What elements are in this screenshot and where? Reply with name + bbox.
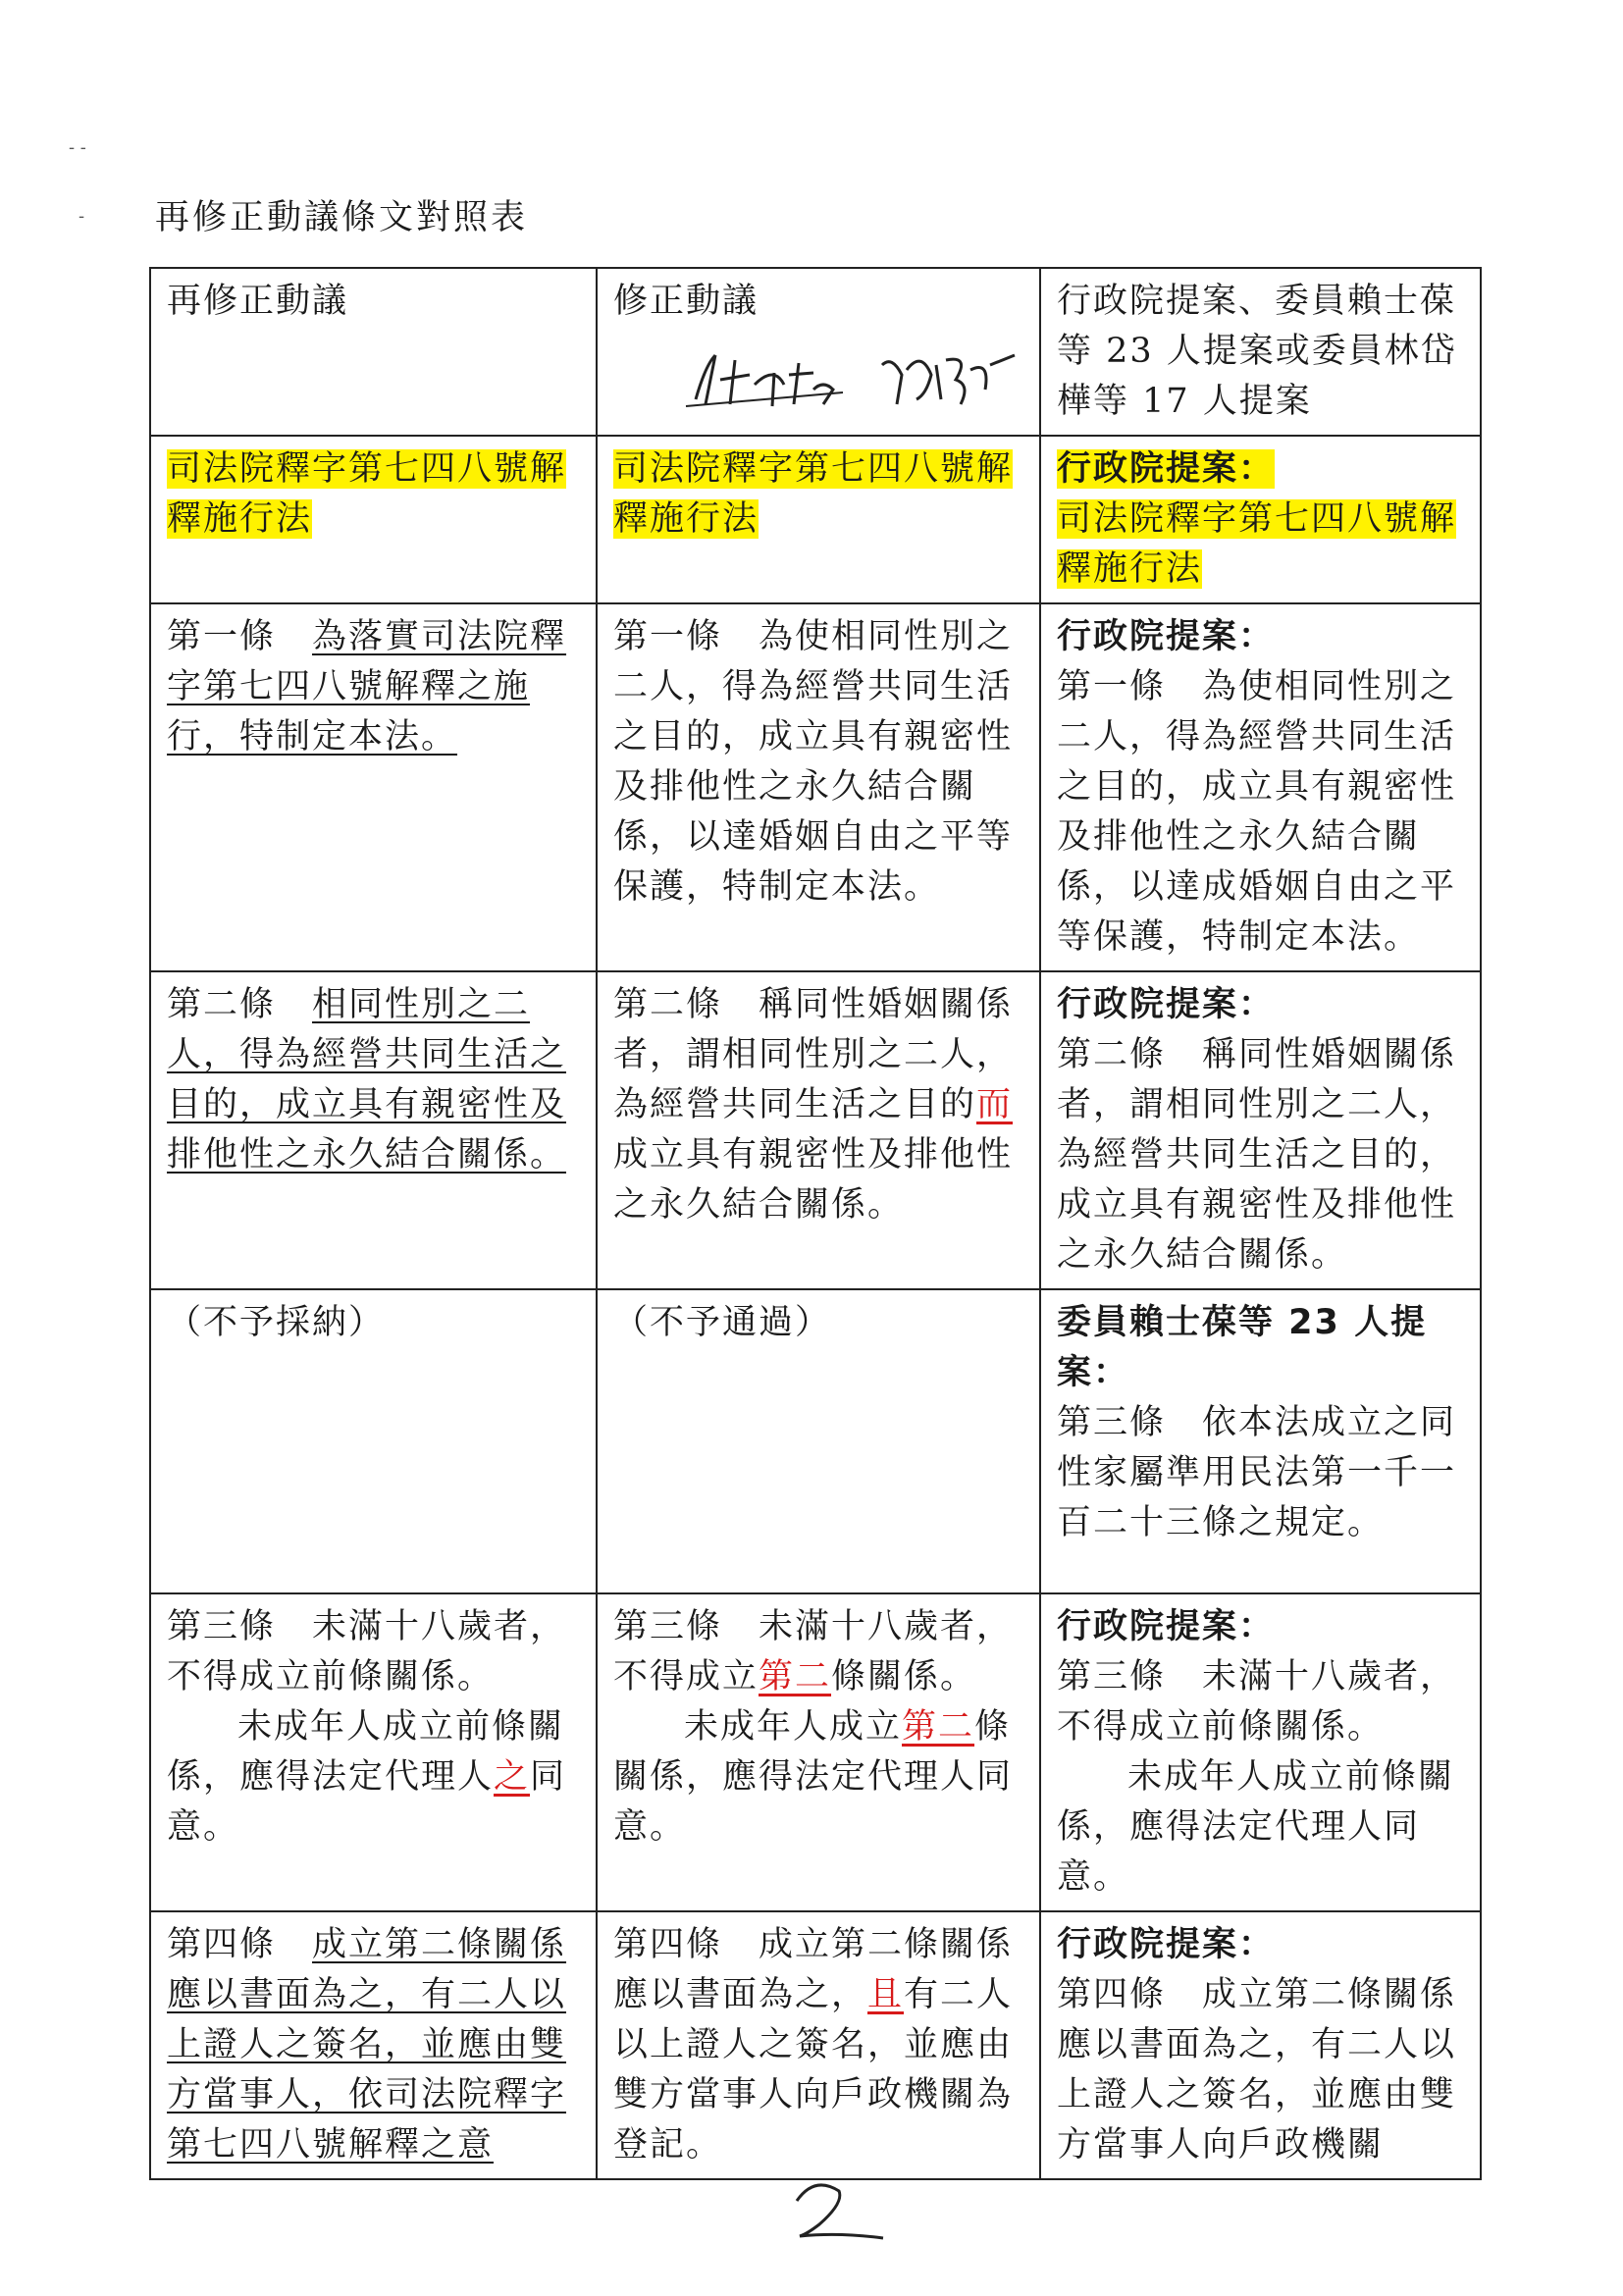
header-row xyxy=(150,268,1481,436)
article2-col1 xyxy=(150,971,597,1289)
article1-col3-label: 行政院提案： xyxy=(1057,617,1276,656)
lai-col2-text: （不予通過） xyxy=(613,1303,832,1342)
article3-col2-p1b: 條關係。 xyxy=(831,1657,977,1696)
article3-col3-head: 第三條 xyxy=(1057,1657,1167,1696)
article3-col3-label: 行政院提案： xyxy=(1057,1607,1276,1646)
article4-col3-head: 第四條 xyxy=(1057,1975,1167,2014)
article2-col1-body: 相同性別之二人，得為經營共同生活之目的，成立具有親密性及排他性之永久結合關係。 xyxy=(167,985,567,1174)
lai-col3-head: 第三條 xyxy=(1057,1403,1167,1442)
handwritten-signature xyxy=(676,345,1029,414)
law-title-col2-text: 司法院釋字第七四八號解釋施行法 xyxy=(613,449,1014,539)
law-title-row xyxy=(150,436,1481,603)
page-title: 再修正動議條文對照表 xyxy=(155,198,529,237)
article4-col1-head: 第四條 xyxy=(167,1925,277,1964)
article4-col2-red: 且 xyxy=(867,1975,905,2014)
article1-col1 xyxy=(150,603,597,971)
article3-col2-p2a: 未成年人成立 xyxy=(684,1707,903,1747)
header-col2-text: 修正動議 xyxy=(613,282,759,321)
article2-col3-label: 行政院提案： xyxy=(1057,985,1276,1024)
article3-col2 xyxy=(597,1593,1040,1911)
article3-col1-p1: 未滿十八歲者，不得成立前條關係。 xyxy=(167,1607,567,1696)
article1-col2-head: 第一條 xyxy=(613,617,723,656)
lai-col3-body: 依本法成立之同性家屬準用民法第一千一百二十三條之規定。 xyxy=(1057,1403,1457,1542)
law-title-col1 xyxy=(150,436,597,603)
scan-speck: - - xyxy=(69,137,86,158)
article4-col3 xyxy=(1040,1911,1481,2179)
header-col1 xyxy=(150,268,597,436)
lai-col1-text: （不予採納） xyxy=(167,1303,386,1342)
article4-col2-head: 第四條 xyxy=(613,1925,723,1964)
scan-speck: - xyxy=(79,206,85,227)
article3-col3 xyxy=(1040,1593,1481,1911)
article4-col3-body: 成立第二條關係應以書面為之，有二人以上證人之簽名，並應由雙方當事人向戶政機關 xyxy=(1057,1975,1457,2165)
article3-col3-p2: 未成年人成立前條關係，應得法定代理人同意。 xyxy=(1057,1757,1455,1897)
article1-col2 xyxy=(597,603,1040,971)
article2-col2-red: 而 xyxy=(976,1085,1014,1124)
header-col2 xyxy=(597,268,1040,436)
article3-col2-head: 第三條 xyxy=(613,1607,723,1646)
lai-col1 xyxy=(150,1289,597,1593)
law-title-col1-text: 司法院釋字第七四八號解釋施行法 xyxy=(167,449,567,539)
article4-col2-body-b: 有二人以上證人之簽名，並應由雙方當事人向戶政機關為登記。 xyxy=(613,1975,1014,2165)
article1-col2-body: 為使相同性別之二人，得為經營共同生活之目的，成立具有親密性及排他性之永久結合關係，以達婚姻自由之平等保護，特制定本法。 xyxy=(613,617,1014,907)
header-col1-text: 再修正動議 xyxy=(167,282,349,321)
article1-col3 xyxy=(1040,603,1481,971)
article2-col1-head: 第二條 xyxy=(167,985,277,1024)
article3-col1-p2b: 同意。 xyxy=(167,1757,567,1847)
lai-proposal-row xyxy=(150,1289,1481,1593)
article3-col1-red: 之 xyxy=(494,1757,531,1797)
article1-col3-body: 為使相同性別之二人，得為經營共同生活之目的，成立具有親密性及排他性之永久結合關係，以達成婚姻自由之平等保護，特制定本法。 xyxy=(1057,667,1457,957)
article2-col2 xyxy=(597,971,1040,1289)
handwritten-page-number xyxy=(785,2173,893,2242)
article2-col3 xyxy=(1040,971,1481,1289)
article4-row xyxy=(150,1911,1481,2179)
article1-col1-body: 為落實司法院釋字第七四八號解釋之施行，特制定本法。 xyxy=(167,617,567,757)
law-title-col2 xyxy=(597,436,1040,603)
article2-col3-body: 稱同性婚姻關係者，謂相同性別之二人，為經營共同生活之目的，成立具有親密性及排他性之永久結合關係。 xyxy=(1057,1035,1457,1275)
article2-col3-head: 第二條 xyxy=(1057,1035,1167,1074)
article3-col2-p1a: 未滿十八歲者，不得成立 xyxy=(613,1607,1014,1696)
header-col3 xyxy=(1040,268,1481,436)
lai-col2 xyxy=(597,1289,1040,1593)
law-title-col3 xyxy=(1040,436,1481,603)
article2-col2-head: 第二條 xyxy=(613,985,723,1024)
article3-col1-p2a: 未成年人成立前條關係，應得法定代理人 xyxy=(167,1707,565,1797)
article4-col3-label: 行政院提案： xyxy=(1057,1925,1276,1964)
article3-col3-p1: 未滿十八歲者，不得成立前條關係。 xyxy=(1057,1657,1457,1747)
article3-col2-red1: 第二 xyxy=(759,1657,832,1696)
article3-col2-p2b: 條關係，應得法定代理人同意。 xyxy=(613,1707,1014,1847)
article1-row xyxy=(150,603,1481,971)
article3-col1 xyxy=(150,1593,597,1911)
lai-col3 xyxy=(1040,1289,1481,1593)
comparison-table xyxy=(149,267,1482,2180)
header-col3-text: 行政院提案、委員賴士葆等 23 人提案或委員林岱樺等 17 人提案 xyxy=(1057,282,1457,421)
law-title-col3-text: 司法院釋字第七四八號解釋施行法 xyxy=(1057,499,1457,589)
article4-col2-body-a: 成立第二條關係應以書面為之， xyxy=(613,1925,1014,2014)
article3-row xyxy=(150,1593,1481,1911)
article4-col1-body: 成立第二條關係應以書面為之，有二人以上證人之簽名，並應由雙方當事人，依司法院釋字第七四八號解釋之意 xyxy=(167,1925,567,2165)
article2-row xyxy=(150,971,1481,1289)
article2-col2-body-b: 成立具有親密性及排他性之永久結合關係。 xyxy=(613,1135,1014,1225)
article1-col3-head: 第一條 xyxy=(1057,667,1167,706)
article3-col1-head: 第三條 xyxy=(167,1607,277,1646)
law-title-col3-label: 行政院提案： xyxy=(1057,449,1276,489)
article1-col1-head: 第一條 xyxy=(167,617,277,656)
article2-col2-body-a: 稱同性婚姻關係者，謂相同性別之二人，為經營共同生活之目的 xyxy=(613,985,1014,1124)
article4-col1 xyxy=(150,1911,597,2179)
article3-col2-red2: 第二 xyxy=(902,1707,975,1747)
lai-col3-label: 委員賴士葆等 23 人提案： xyxy=(1057,1303,1428,1392)
article4-col2 xyxy=(597,1911,1040,2179)
